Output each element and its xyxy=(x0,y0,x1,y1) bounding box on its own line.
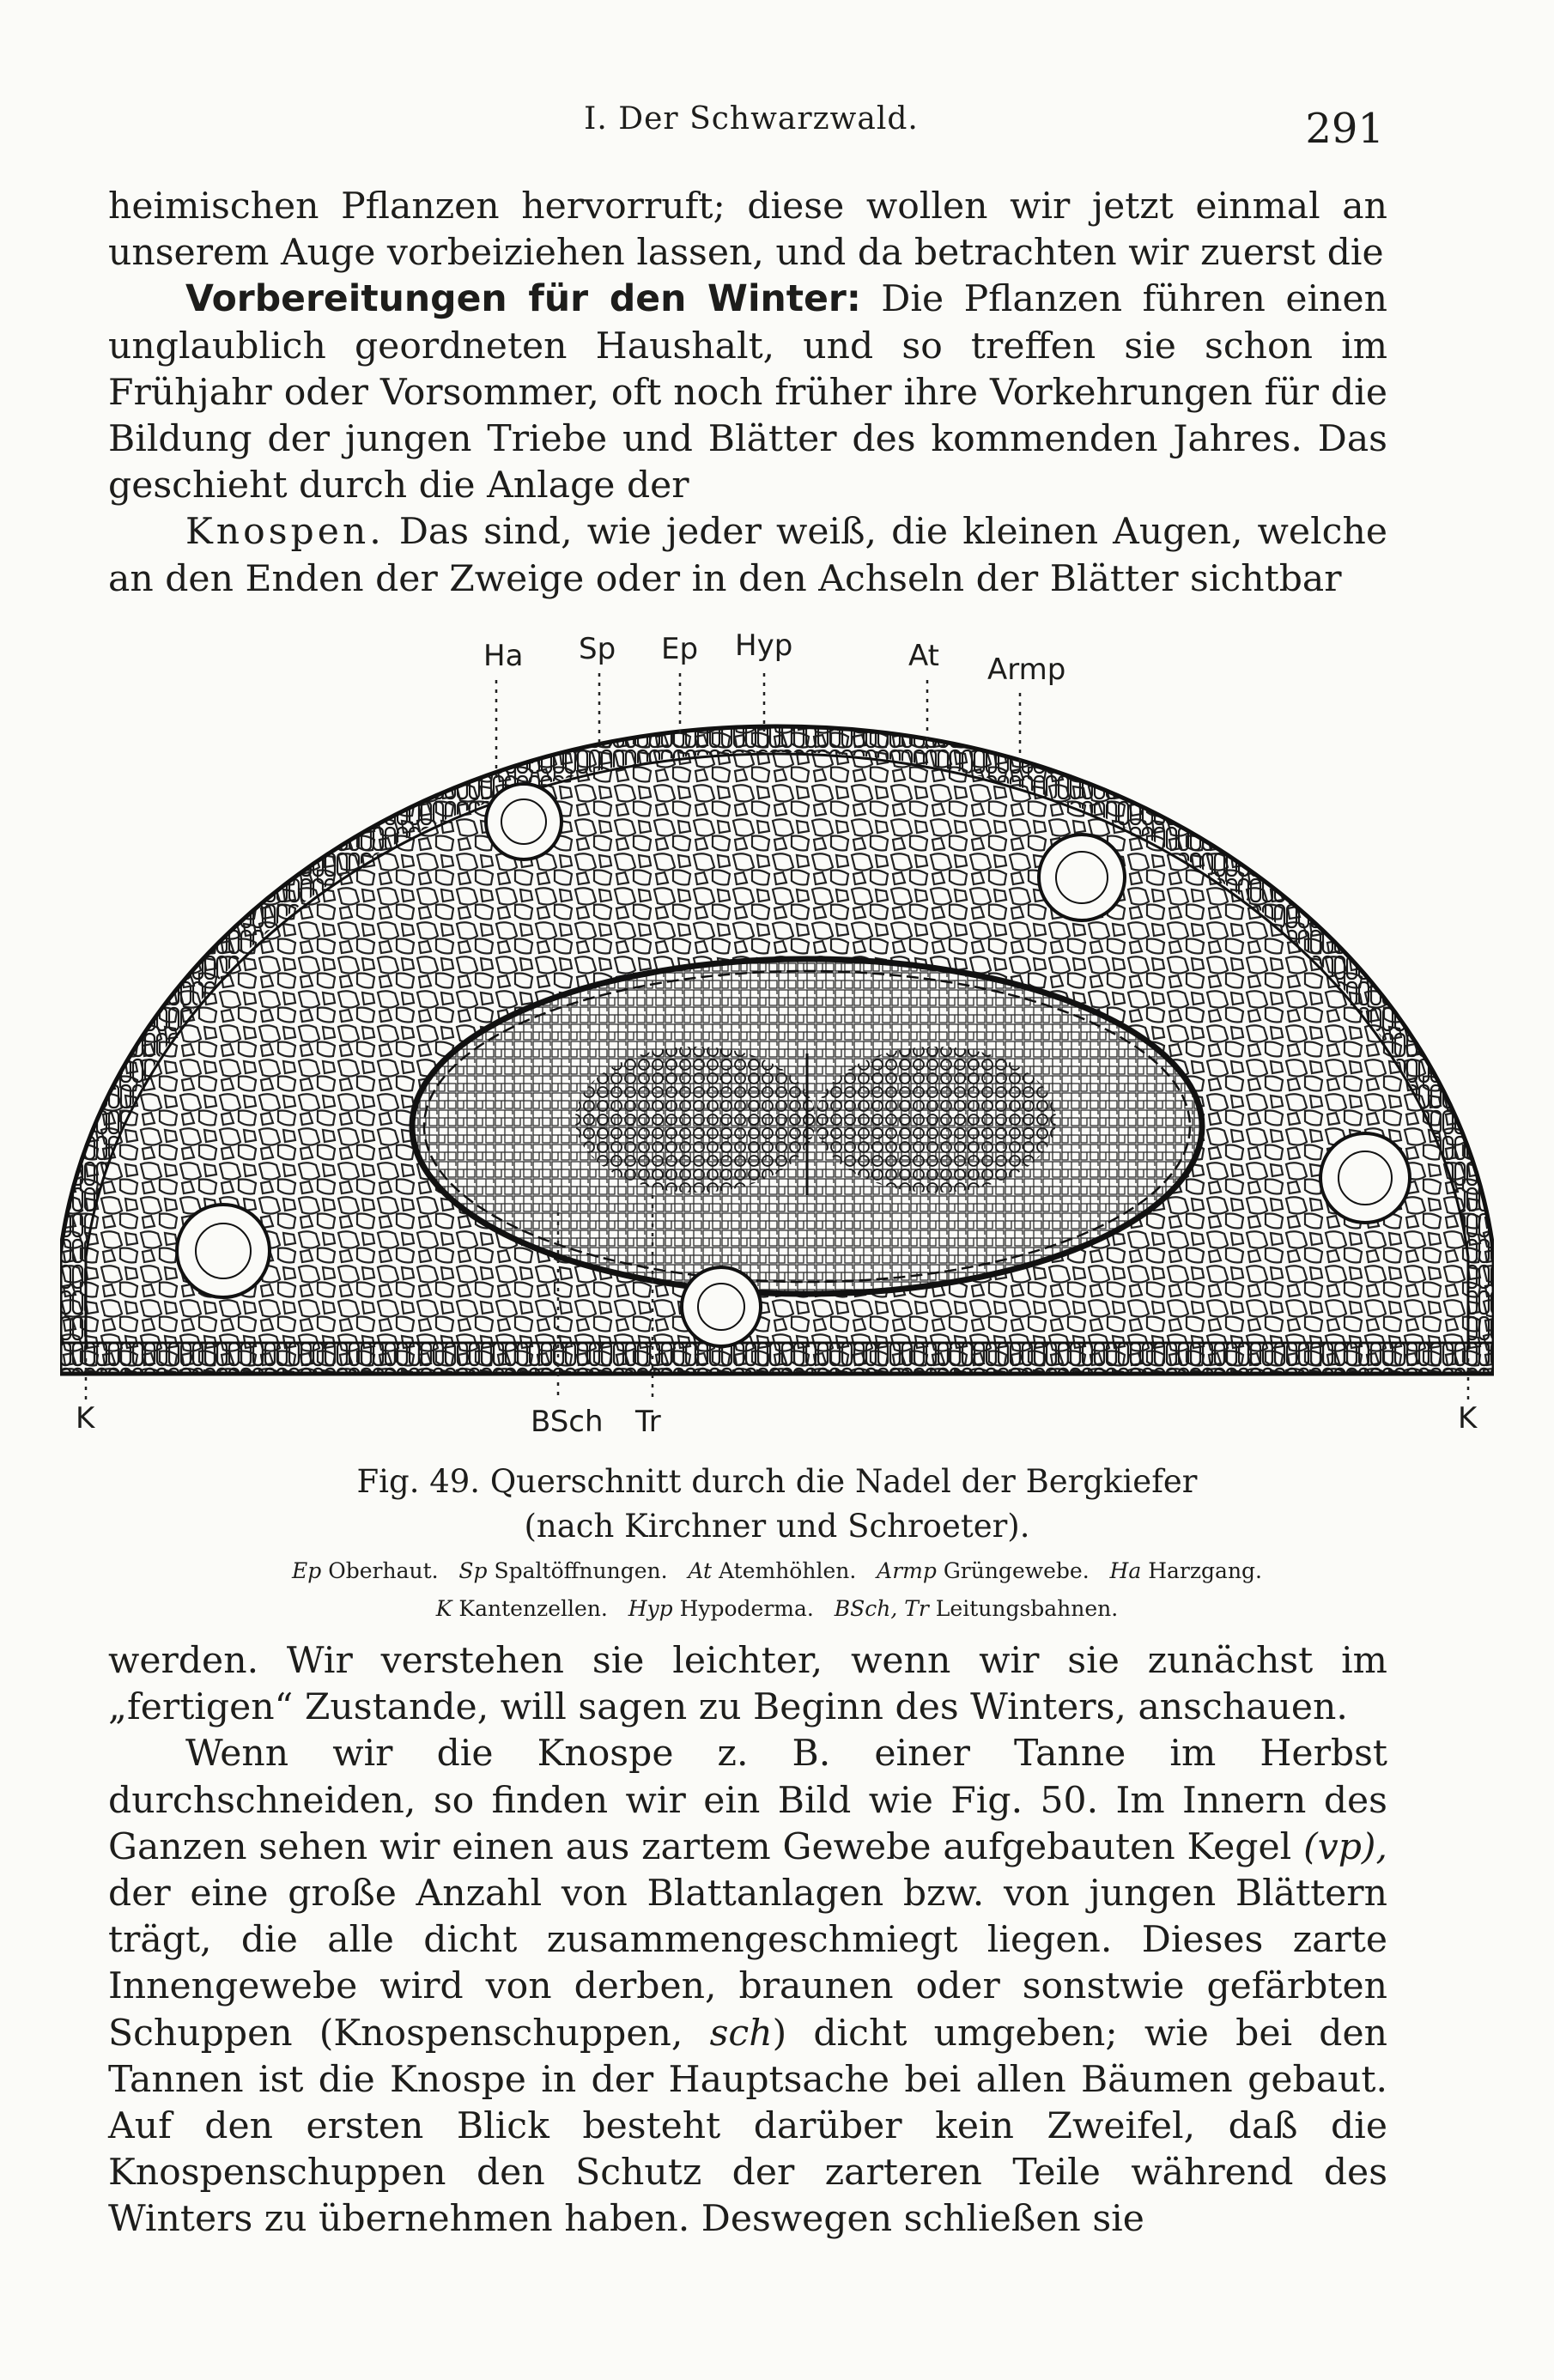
legend-abbr: Ha xyxy=(1109,1558,1142,1583)
figure-legend xyxy=(112,1552,1442,1628)
label-k-left: K xyxy=(76,1401,95,1436)
label-at: At xyxy=(908,639,939,673)
paragraph-intro-text: heimischen Pflanzen hervorruft; diese wollen wir jetzt einmal an unserem Auge vorbeiziehen lassen, und da betrachten wir zuerst die xyxy=(108,185,1387,275)
figure-caption xyxy=(112,1460,1442,1549)
label-ep: Ep xyxy=(661,632,699,666)
legend-text: Oberhaut. xyxy=(328,1558,439,1583)
paragraph-knospen xyxy=(108,509,1387,602)
paragraph-winter-text: Die Pflanzen führen einen unglaublich geordneten Haushalt, und so treffen sie schon im Frühjahr oder Vorsommer, oft noch früher ihre Vorkehrungen für die Bildung der jungen Triebe und Blätter des kommenden Jahres. Das geschieht durch die Anlage der xyxy=(108,278,1387,507)
text-block-top xyxy=(108,184,1387,603)
running-title: I. Der Schwarzwald. xyxy=(584,101,919,137)
legend-abbr: Armp xyxy=(877,1558,937,1583)
label-tr: Tr xyxy=(635,1405,661,1439)
paragraph-tanne-text-c: ) dicht umgeben; wie bei den Tannen ist die Knospe in der Hauptsache bei allen Bäumen gebaut. Auf den ersten Blick besteht darüber kein Zweifel, daß die Knospenschuppen den Schutz der zarteren Teile während des Winters zu übernehmen haben. Deswegen schließen sie xyxy=(108,2012,1387,2241)
label-hyp: Hyp xyxy=(735,628,793,663)
paragraph-winter xyxy=(108,276,1387,509)
page-number: 291 xyxy=(1305,105,1384,153)
page-header xyxy=(112,93,1391,153)
label-armp: Armp xyxy=(987,653,1066,687)
legend-abbr: Sp xyxy=(458,1558,488,1583)
heading-winter: Vorbereitungen für den Winter: xyxy=(185,278,861,321)
legend-abbr: K xyxy=(435,1596,452,1621)
paragraph-knospen-text: Das sind, wie jeder weiß, die kleinen Augen, welche an den Enden der Zweige oder in den Achseln der Blätter sichtbar xyxy=(108,511,1387,600)
vascular-stele xyxy=(412,959,1202,1294)
paragraph-tanne xyxy=(108,1731,1387,2243)
legend-abbr: BSch, Tr xyxy=(834,1596,929,1621)
paragraph-werden-text: werden. Wir verstehen sie leichter, wenn wir sie zunächst im „fertigen“ Zustande, will sagen zu Beginn des Winters, anschauen. xyxy=(108,1640,1387,1729)
legend-abbr: Hyp xyxy=(628,1596,673,1621)
label-k-right: K xyxy=(1458,1401,1478,1436)
legend-abbr: Ep xyxy=(292,1558,322,1583)
caption-line-2: (nach Kirchner und Schroeter). xyxy=(524,1508,1030,1545)
needle-cross-section-illustration xyxy=(60,646,1494,1453)
label-sch: sch xyxy=(709,2012,773,2055)
legend-text: Hypoderma. xyxy=(679,1596,814,1621)
legend-text: Kantenzellen. xyxy=(458,1596,608,1621)
text-block-bottom xyxy=(108,1638,1387,2243)
label-bsch: BSch xyxy=(531,1405,604,1439)
legend-text: Grüngewebe. xyxy=(943,1558,1090,1583)
caption-line-1: Fig. 49. Querschnitt durch die Nadel der Bergkiefer xyxy=(356,1463,1198,1500)
legend-text: Spaltöffnungen. xyxy=(494,1558,668,1583)
label-sp: Sp xyxy=(579,632,616,666)
paragraph-werden xyxy=(108,1638,1387,1731)
paragraph-intro xyxy=(108,184,1387,276)
figure-needle-cross-section xyxy=(60,628,1494,1453)
legend-line-2 xyxy=(112,1590,1442,1628)
paragraph-tanne-text-a: Wenn wir die Knospe z. B. einer Tanne im Herbst durchschneiden, so finden wir ein Bild wie Fig. 50. Im Innern des Ganzen sehen wir einen aus zartem Gewebe aufgebauten Kegel xyxy=(108,1733,1387,1868)
legend-text: Harzgang. xyxy=(1148,1558,1262,1583)
paragraph-tanne-text-b: der eine große Anzahl von Blattanlagen bzw. von jungen Blättern trägt, die alle dicht zusammengeschmiegt liegen. Dieses zarte Innengewebe wird von derben, braunen oder sonstwie gefärbten Schuppen (Knospenschuppen, xyxy=(108,1873,1387,2055)
legend-abbr: At xyxy=(688,1558,713,1583)
label-ha: Ha xyxy=(483,639,524,673)
label-vp: (vp), xyxy=(1303,1825,1387,1868)
legend-text: Leitungsbahnen. xyxy=(935,1596,1119,1621)
legend-line-1 xyxy=(112,1552,1442,1590)
legend-text: Atemhöhlen. xyxy=(719,1558,857,1583)
heading-knospen: Knospen. xyxy=(185,511,385,554)
